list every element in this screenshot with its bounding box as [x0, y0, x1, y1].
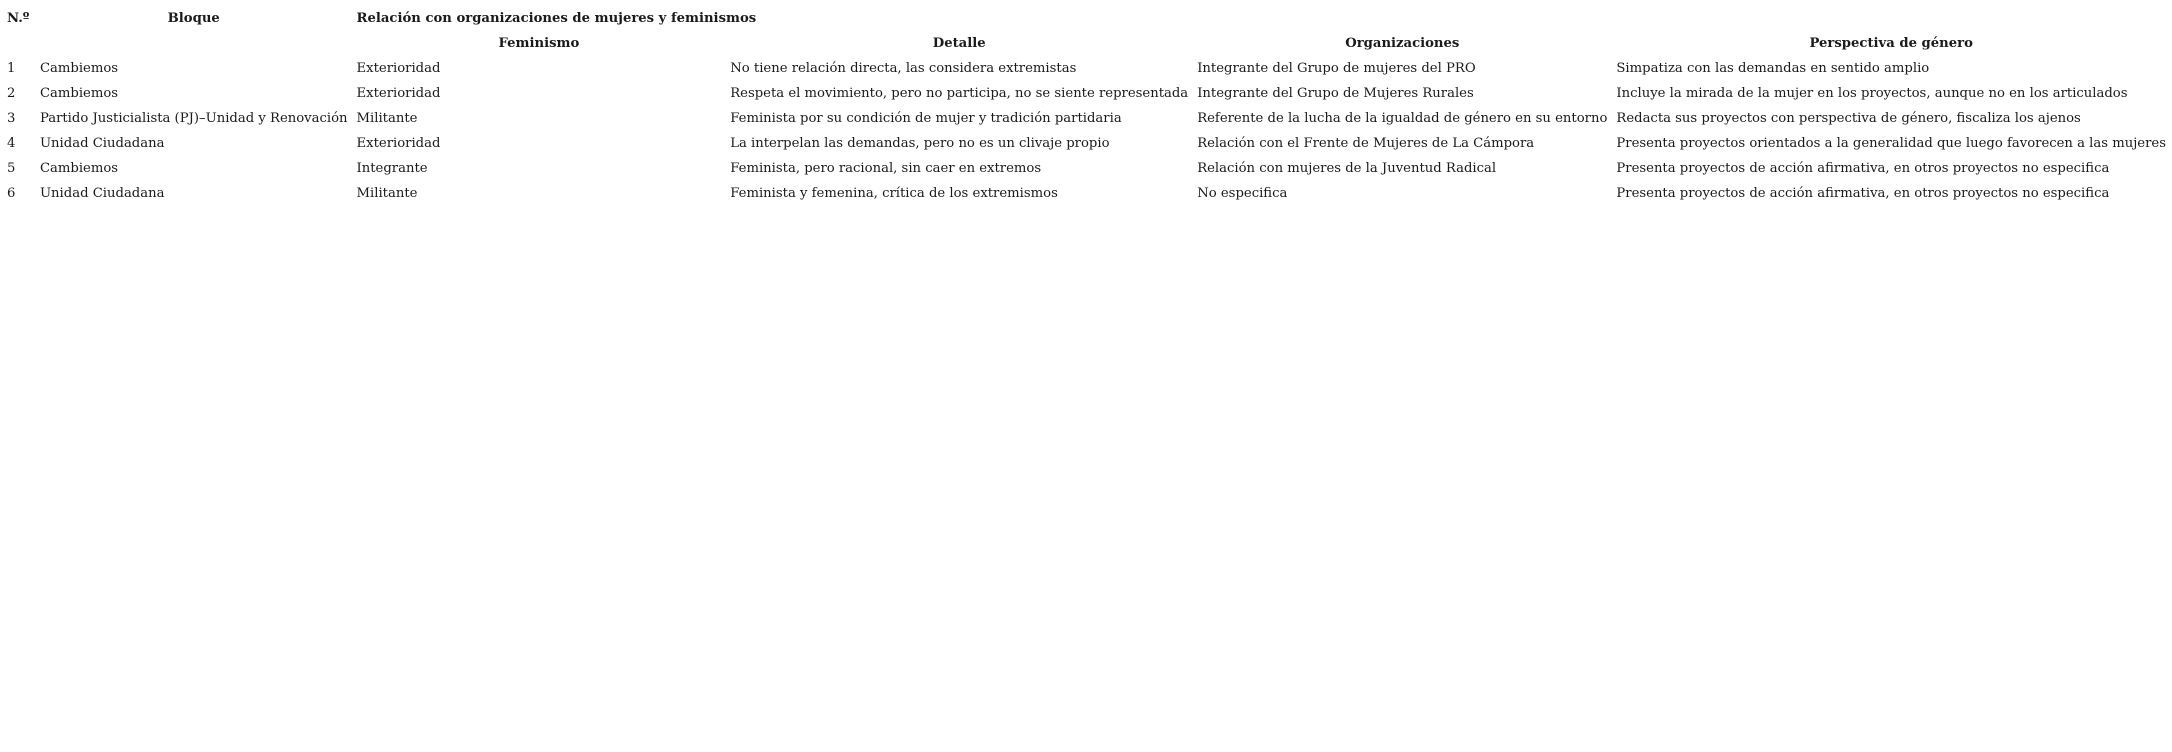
cell-detalle: No tiene relación directa, las considera extremistas — [730, 61, 1077, 76]
cell-num: 4 — [7, 136, 16, 151]
cell-feminismo: Exterioridad — [356, 136, 441, 151]
cell-organizaciones: No especifica — [1197, 186, 1288, 201]
table-row — [4, 131, 2172, 156]
cell-perspectiva: Presenta proyectos de acción afirmativa, en otros proyectos no especifica — [1616, 186, 2110, 201]
header-bloque: Bloque — [167, 11, 220, 26]
cell-feminismo: Militante — [356, 111, 418, 126]
cell-bloque: Partido Justicialista (PJ)–Unidad y Renovación — [39, 111, 348, 126]
header-empty-per — [1613, 6, 2172, 31]
header-empty-org — [1194, 6, 1613, 31]
cell-detalle: Respeta el movimiento, pero no participa, no se siente representada — [730, 86, 1189, 101]
header-relacion: Relación con organizaciones de mujeres y feminismos — [356, 11, 757, 26]
header-empty-num — [4, 31, 37, 56]
header-empty-bloque — [37, 31, 354, 56]
cell-bloque: Cambiemos — [39, 86, 119, 101]
cell-num: 5 — [7, 161, 16, 176]
cell-bloque: Unidad Ciudadana — [39, 186, 165, 201]
cell-organizaciones: Integrante del Grupo de Mujeres Rurales — [1197, 86, 1474, 101]
cell-detalle: Feminista por su condición de mujer y tradición partidaria — [730, 111, 1122, 126]
cell-perspectiva: Redacta sus proyectos con perspectiva de género, fiscaliza los ajenos — [1616, 111, 2081, 126]
table-row — [4, 81, 2172, 106]
header-row-sub — [4, 31, 2172, 56]
cell-detalle: Feminista, pero racional, sin caer en extremos — [730, 161, 1042, 176]
header-row-top — [4, 6, 2172, 31]
header-perspectiva: Perspectiva de género — [1809, 36, 1973, 51]
table-header — [4, 6, 2172, 56]
cell-organizaciones: Relación con mujeres de la Juventud Radical — [1197, 161, 1497, 176]
cell-perspectiva: Presenta proyectos orientados a la generalidad que luego favorecen a las mujeres — [1616, 136, 2166, 151]
cell-perspectiva: Presenta proyectos de acción afirmativa, en otros proyectos no especifica — [1616, 161, 2110, 176]
cell-bloque: Cambiemos — [39, 61, 119, 76]
cell-detalle: Feminista y femenina, crítica de los extremismos — [730, 186, 1058, 201]
cell-num: 1 — [7, 61, 16, 76]
table-row — [4, 106, 2172, 131]
cell-detalle: La interpelan las demandas, pero no es un clivaje propio — [730, 136, 1110, 151]
table-row — [4, 156, 2172, 181]
cell-feminismo: Integrante — [356, 161, 428, 176]
cell-num: 6 — [7, 186, 16, 201]
cell-feminismo: Militante — [356, 186, 418, 201]
cell-organizaciones: Relación con el Frente de Mujeres de La Cámpora — [1197, 136, 1535, 151]
cell-bloque: Unidad Ciudadana — [39, 136, 165, 151]
cell-feminismo: Exterioridad — [356, 61, 441, 76]
cell-perspectiva: Incluye la mirada de la mujer en los proyectos, aunque no en los articulados — [1616, 86, 2128, 101]
header-feminismo: Feminismo — [498, 36, 580, 51]
cell-feminismo: Exterioridad — [356, 86, 441, 101]
header-detalle: Detalle — [932, 36, 986, 51]
table-body — [4, 56, 2172, 206]
cell-perspectiva: Simpatiza con las demandas en sentido amplio — [1616, 61, 1930, 76]
cell-num: 3 — [7, 111, 16, 126]
table-row — [4, 181, 2172, 206]
cell-num: 2 — [7, 86, 16, 101]
header-organizaciones: Organizaciones — [1345, 36, 1460, 51]
cell-organizaciones: Referente de la lucha de la igualdad de género en su entorno — [1197, 111, 1608, 126]
feminism-relations-table — [4, 6, 2172, 206]
header-num: N.º — [7, 11, 30, 26]
cell-organizaciones: Integrante del Grupo de mujeres del PRO — [1197, 61, 1476, 76]
cell-bloque: Cambiemos — [39, 161, 119, 176]
table-row — [4, 56, 2172, 81]
